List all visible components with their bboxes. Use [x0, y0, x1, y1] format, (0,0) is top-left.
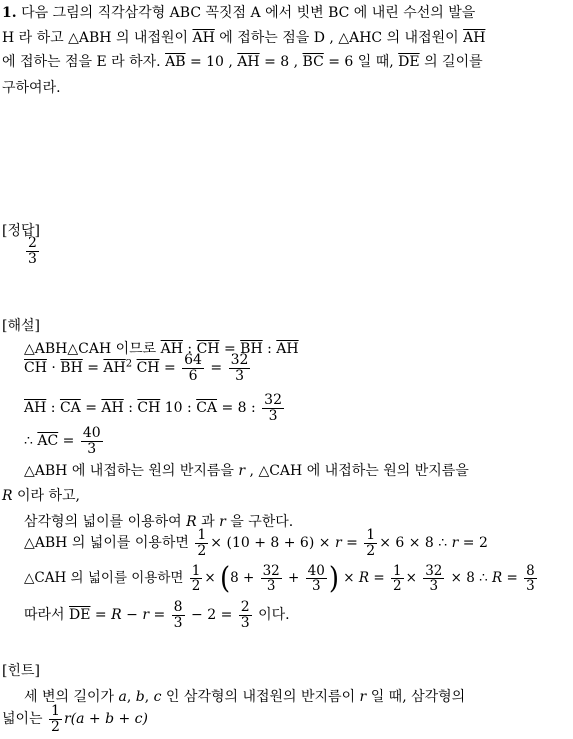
numerator: 1	[197, 527, 207, 543]
fraction	[306, 564, 327, 593]
hint-line-2	[2, 704, 148, 734]
answer-value	[24, 236, 41, 266]
fraction	[524, 564, 537, 593]
solution-line-9	[24, 561, 539, 596]
paren-right: )	[328, 561, 340, 596]
text: 일 때, 삼각형의	[366, 689, 466, 705]
fraction	[49, 704, 62, 734]
numerator: 1	[51, 703, 60, 719]
segment-ch: $\overline{CH}$	[136, 360, 160, 377]
text: = 8 :	[217, 400, 261, 417]
numerator: 8	[526, 563, 535, 579]
fraction	[364, 528, 377, 558]
denominator: 3	[173, 614, 183, 631]
text: =	[159, 360, 181, 377]
text: 넓이는	[2, 711, 48, 728]
numerator: 40	[82, 425, 101, 441]
solution-line-10	[24, 600, 290, 630]
problem-line-2	[2, 27, 485, 47]
text: − 2 =	[186, 607, 237, 624]
text: 구하여라.	[2, 80, 61, 96]
var-R: R	[492, 570, 503, 587]
numerator: 32	[262, 563, 280, 579]
text: = 2	[458, 535, 488, 552]
solution-line-6	[2, 485, 80, 505]
text: × (10 + 8 + 6) ×	[210, 535, 335, 552]
numerator: 2	[240, 599, 250, 615]
text: ·	[46, 360, 61, 377]
text: 8 +	[230, 570, 259, 587]
segment-ch: $\overline{CH}$	[196, 341, 220, 357]
text: × 6 × 8 ∴	[379, 535, 452, 552]
segment-ah: $\overline{AH}$	[192, 30, 215, 46]
text: △ABH 에 내접하는 원의 반지름을	[24, 463, 239, 479]
fraction	[26, 236, 39, 266]
problem-number: 1.	[2, 5, 17, 21]
fraction	[81, 426, 103, 456]
exponent: 2	[125, 358, 133, 370]
problem-text-1: 다음 그림의 직각삼각형 ABC 꼭짓점 A 에서 빗변 BC 에 내린 수선의 발을	[21, 5, 476, 21]
paren-left: (	[219, 561, 231, 596]
text: ×	[204, 570, 220, 587]
denominator: 3	[266, 578, 276, 595]
segment-ah: $\overline{AH}$	[463, 30, 486, 46]
text: 삼각형의 넓이를 이용하여	[24, 514, 187, 530]
text: H 라 하고 △ABH 의 내접원이	[2, 30, 193, 46]
text: =	[58, 433, 79, 450]
fraction	[262, 393, 284, 423]
solution-line-2	[24, 353, 252, 383]
text: =	[205, 360, 227, 377]
problem-line-3	[2, 51, 483, 71]
formula: r(a + b + c)	[63, 711, 148, 728]
fraction	[172, 600, 185, 630]
var-R: R	[2, 488, 13, 504]
text: 인 삼각형의 내접원의 반지름이	[161, 689, 360, 705]
var-R: R	[111, 607, 122, 624]
fraction	[182, 353, 204, 383]
solution-line-5	[24, 460, 469, 480]
text: 을 구한다.	[225, 514, 294, 530]
denominator: 3	[526, 578, 535, 595]
denominator: 6	[188, 367, 198, 384]
fraction	[391, 564, 404, 593]
numerator: 32	[264, 392, 282, 408]
text: △ABH△CAH 이므로	[24, 341, 161, 357]
solution-label: [해설]	[2, 318, 40, 334]
var-a: a	[118, 689, 127, 705]
segment-bc: $\overline{BC}$	[302, 54, 324, 70]
text: =	[149, 607, 170, 624]
text: 이라 하고,	[12, 488, 80, 504]
text: △CAH 의 넓이를 이용하면	[24, 570, 188, 587]
solution-line-4	[24, 426, 105, 456]
segment-ah: $\overline{AH}$	[160, 341, 183, 357]
text: 이다.	[253, 607, 290, 624]
text: 따라서	[24, 607, 70, 624]
denominator: 2	[197, 542, 207, 559]
segment-ca: $\overline{CA}$	[59, 400, 81, 417]
text: ∴	[24, 433, 38, 450]
var-b: b	[135, 689, 145, 705]
denominator: 3	[235, 367, 244, 384]
denominator: 3	[28, 250, 37, 267]
text: ×	[405, 570, 422, 587]
fraction	[190, 564, 203, 593]
text: , △CAH 에 내접하는 원의 반지름을	[245, 463, 469, 479]
var-r: r	[451, 535, 459, 552]
text: 세 변의 길이가	[24, 689, 119, 705]
text: 과	[196, 514, 220, 530]
segment-bh: $\overline{BH}$	[240, 341, 263, 357]
text: 에 접하는 점을 D , △AHC 의 내접원이	[214, 30, 464, 46]
text: 에 접하는 점을 E 라 하자.	[2, 54, 166, 70]
numerator: 32	[425, 563, 443, 579]
text: =	[502, 570, 523, 587]
numerator: 1	[191, 563, 201, 579]
problem-line-1	[2, 2, 475, 22]
numerator: 40	[307, 563, 325, 579]
text: ,	[126, 689, 136, 705]
answer-label: [정답]	[2, 223, 40, 239]
numerator: 1	[393, 563, 402, 579]
fraction	[229, 353, 251, 383]
denominator: 3	[87, 440, 97, 457]
segment-ca: $\overline{CA}$	[196, 400, 218, 417]
text: ,	[144, 689, 154, 705]
text: = 8 ,	[259, 54, 303, 70]
fraction	[423, 564, 444, 593]
segment-de: $\overline{DE}$	[398, 54, 420, 70]
var-r: r	[238, 463, 246, 479]
segment-ah: $\overline{AH}$	[24, 400, 47, 417]
text: 의 길이를	[419, 54, 483, 70]
numerator: 32	[230, 352, 249, 368]
solution-line-8	[24, 528, 488, 558]
numerator: 1	[366, 527, 376, 543]
var-r: r	[219, 514, 226, 530]
denominator: 2	[393, 578, 402, 595]
segment-de: $\overline{DE}$	[69, 607, 91, 624]
text: =	[219, 341, 241, 357]
text: × 8 ∴	[446, 570, 493, 587]
segment-ah: $\overline{AH}$	[101, 400, 124, 417]
denominator: 2	[51, 718, 60, 735]
text: 10 :	[160, 400, 197, 417]
denominator: 3	[268, 407, 278, 424]
text: △ABH 의 넓이를 이용하면	[24, 535, 194, 552]
segment-ah: $\overline{AH}$	[237, 54, 260, 70]
segment-ab: $\overline{AB}$	[165, 54, 186, 70]
denominator: 2	[191, 578, 201, 595]
numerator: 8	[173, 599, 183, 615]
var-R: R	[186, 514, 197, 530]
numerator: 64	[184, 352, 202, 368]
segment-ah: $\overline{AH}$	[103, 360, 126, 377]
fraction	[195, 528, 208, 558]
denominator: 2	[366, 542, 376, 559]
text: :	[182, 341, 197, 357]
text: −	[121, 607, 143, 624]
denominator: 3	[240, 614, 250, 631]
var-r: r	[142, 607, 150, 624]
segment-ah: $\overline{AH}$	[276, 341, 299, 357]
hint-line-1	[24, 686, 465, 706]
var-c: c	[153, 689, 162, 705]
text: =	[369, 570, 389, 587]
var-R: R	[358, 570, 370, 587]
text: :	[123, 400, 138, 417]
problem-line-4	[2, 77, 61, 97]
text: =	[80, 400, 102, 417]
text: +	[283, 570, 304, 587]
text: =	[90, 607, 112, 624]
text: :	[262, 341, 277, 357]
text: :	[46, 400, 60, 417]
denominator: 3	[429, 578, 439, 595]
segment-ac: $\overline{AC}$	[37, 433, 59, 450]
text: ×	[339, 570, 359, 587]
solution-line-3	[24, 393, 286, 423]
segment-ch: $\overline{CH}$	[24, 360, 47, 377]
var-r: r	[334, 535, 342, 552]
text: =	[82, 360, 104, 377]
fraction	[261, 564, 282, 593]
segment-bh: $\overline{BH}$	[60, 360, 83, 377]
hint-label: [힌트]	[2, 663, 40, 679]
fraction	[239, 600, 252, 630]
numerator: 2	[28, 235, 37, 251]
var-r: r	[359, 689, 367, 705]
text: = 10 ,	[185, 54, 238, 70]
text: =	[341, 535, 363, 552]
segment-ch: $\overline{CH}$	[137, 400, 161, 417]
denominator: 3	[311, 578, 321, 595]
text: = 6 일 때,	[323, 54, 399, 70]
